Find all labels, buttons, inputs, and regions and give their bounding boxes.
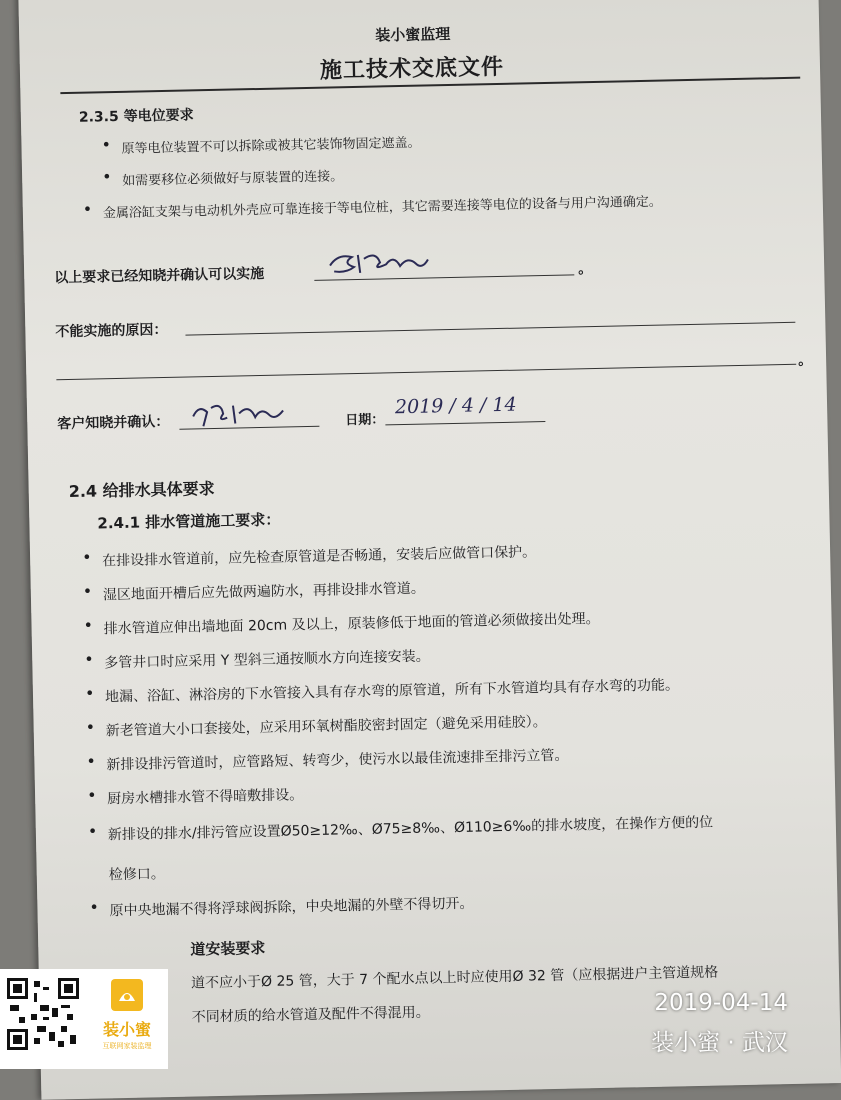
next-section-heading: 道安装要求: [190, 939, 266, 959]
qr-code-icon: [7, 978, 79, 1050]
list-item: • 金属浴缸支架与电动机外壳应可靠连接于等电位桩，其它需要连接等电位的设备与用户沟通确定。: [103, 191, 662, 222]
document-title: 施工技术交底文件: [319, 54, 505, 84]
qr-code: [0, 969, 86, 1069]
list-item: • 新排设的排水/排污管应设置Ø50≥12‰、Ø75≥8‰、Ø110≥6‰的排水坡度，在操作方便的位: [108, 812, 714, 845]
list-item: 不同材质的给水管道及配件不得混用。: [191, 1004, 430, 1026]
list-item: • 新老管道大小口套接处，应采用环氧树酯胶密封固定（避免采用硅胶）。: [106, 711, 547, 740]
brand-logo: [86, 969, 168, 1069]
agree-end: 。: [578, 261, 593, 278]
customer-signature: [187, 394, 298, 430]
reason-line-2: [56, 364, 796, 380]
list-item: • 厨房水槽排水管不得暗敷排设。: [107, 784, 303, 808]
agree-label: 以上要求已经知晓并确认可以实施: [54, 265, 265, 287]
customer-confirm-label: 客户知晓并确认：: [57, 413, 170, 433]
logo-name: 装小蜜: [102, 1020, 151, 1039]
section-heading-2-4: 2.4 给排水具体要求: [68, 478, 215, 502]
list-item: • 如需要移位必须做好与原装置的连接。: [122, 165, 343, 189]
list-item: • 在排设排水管道前，应先检查原管道是否畅通，安装后应做管口保护。: [102, 541, 536, 570]
list-item: • 新排设排污管道时，应管路短、转弯少，使污水以最佳流速排至排污立管。: [106, 745, 568, 775]
logo-tagline: 互联网家装监理: [102, 1042, 152, 1050]
list-item: • 湿区地面开槽后应先做两遍防水，再排设排水管道。: [103, 578, 425, 605]
handwritten-signature: [324, 241, 435, 279]
document-page: [18, 0, 841, 1100]
list-item: • 地漏、浴缸、淋浴房的下水管接入具有存水弯的原管道，所有下水管道均具有存水弯的功能。: [105, 674, 679, 706]
list-item: • 原等电位装置不可以拆除或被其它装饰物固定遮盖。: [121, 132, 420, 157]
bee-logo-icon: [111, 979, 143, 1011]
list-item-continuation: 检修口。: [108, 866, 165, 884]
list-item: • 多管井口时应采用 Y 型斜三通按顺水方向连接安装。: [104, 646, 430, 673]
header-brand: 装小蜜监理: [375, 24, 451, 45]
list-item: • 排水管道应伸出墙地面 20cm 及以上，原装修低于地面的管道必须做接出处理。: [103, 608, 599, 638]
date-label: 日期：: [345, 412, 385, 429]
watermark-brand: 装小蜜 · 武汉: [651, 1030, 788, 1056]
reason-label: 不能实施的原因：: [55, 321, 168, 341]
handwritten-date: 2019 / 4 / 14: [394, 393, 517, 419]
list-item: • 原中央地漏不得将浮球阀拆除，中央地漏的外壁不得切开。: [109, 893, 473, 921]
section-heading-2-3-5: 2.3.5 等电位要求: [78, 107, 194, 126]
section-heading-2-4-1: 2.4.1 排水管道施工要求：: [97, 510, 281, 533]
list-item: 道不应小于Ø 25 管，大于 7 个配水点以上时应使用Ø 32 管（应根据进户主管道规格: [190, 964, 719, 992]
date-line: [385, 421, 545, 425]
watermark-date: 2019-04-14: [654, 990, 788, 1016]
reason-line: [185, 322, 795, 336]
reason-end: 。: [797, 352, 813, 369]
